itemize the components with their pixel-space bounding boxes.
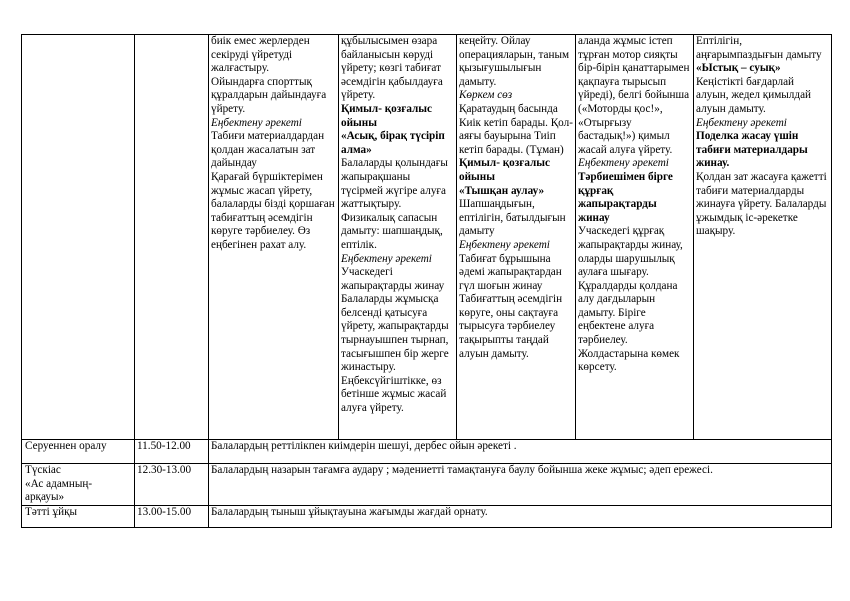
schedule-table <box>21 34 832 528</box>
row-description: Балалардың тыныш ұйықтауына жағымды жағдай орнату. <box>209 505 832 527</box>
row-description: Балалардың реттілікпен киімдерін шешуі, дербес ойын әрекеті . <box>209 440 832 464</box>
paragraph: биік емес жерлерден секіруді үйретуді жалғастыру. <box>211 35 310 75</box>
activity-title: Қимыл- қозғалыс ойыны <box>459 157 550 183</box>
paragraph: Қарағай бүршіктерімен жұмыс жасап үйрету, балаларды бізді қоршаған табиғаттың әсемдігін көруге тәрбиелеу. Өз еңбегінен рахат алу. <box>211 170 335 251</box>
thursday-cell <box>576 35 694 440</box>
row-time: 11.50-12.00 <box>135 440 209 464</box>
section-heading: Еңбектену әрекеті <box>578 157 669 170</box>
paragraph: Ойындарға спорттық құралдарын дайындауға үйрету. <box>211 75 327 115</box>
empty-cell <box>22 35 135 440</box>
paragraph: Жолдастарына көмек көрсету. <box>578 347 680 374</box>
activity-title: «Ыстық – суық» <box>696 62 781 75</box>
paragraph: Қолдан зат жасауға қажетті табиғи материалдарды жинауға үйрету. Балаларды ұжымдық іс-әрекетке шақыру. <box>696 170 827 238</box>
return-from-walk-row <box>22 440 832 464</box>
friday-cell <box>694 35 832 440</box>
section-heading: Көркем сөз <box>459 89 513 102</box>
activity-title: «Асық, бірақ түсіріп алма» <box>341 130 445 156</box>
paragraph: Кеңістікті бағдарлай алуын, жедел қимылдай алуын дамыту. <box>696 75 812 115</box>
paragraph: құбылысымен өзара байланысын көруді үйрету; көзгі табиғат әсемдігін қабылдауға үйрету. <box>341 35 443 102</box>
paragraph: Табиғи материалдардан қолдан жасалатын зат дайындау <box>211 130 325 170</box>
paragraph: Ептілігін, аңғарымпаздығын дамыту <box>696 35 822 61</box>
activity-title: Қимыл- қозғалыс ойыны <box>341 102 432 129</box>
row-label-line: арқауы» <box>25 491 65 504</box>
row-label: Серуеннен оралу <box>22 440 135 464</box>
paragraph: кеңейту. Ойлау операцияларын, таным қызығушылығын дамыту. <box>459 35 570 88</box>
paragraph: аланда жұмыс істеп тұрған мотор сияқты бір-бірін қанаттарымен қақпауға тырысып үйреді), белгі бойынша («Моторды қос!», «Отырғызу бастадық!») қимыл жасай алуға үйрету. <box>578 35 690 156</box>
paragraph: Қаратаудың басында Киік кетіп барады. Қол-аяғы бауырына Тиіп кетіп барады. (Тұман) <box>459 102 573 156</box>
activities-row <box>22 35 832 440</box>
section-heading: Еңбектену әрекеті <box>696 116 787 129</box>
section-heading: Еңбектену әрекеті <box>459 238 550 251</box>
nap-row <box>22 505 832 527</box>
paragraph: Құралдарды қолдана алу дағдыларын дамыту. Біріге еңбектене алуға тәрбиелеу. <box>578 279 678 347</box>
paragraph: Табиғаттың әсемдігін көруге, оны сақтауға тырысуға тәрбиелеу тақырыпты таңдай алуын дамыту. <box>459 293 563 360</box>
paragraph: Учаскедегі жапырақтарды жинау <box>341 266 445 292</box>
row-description: Балалардың назарын тағамға аудару ; мәдениетті тамақтануға баулу бойынша жеке жұмыс; әдеп ережесі. <box>209 464 832 506</box>
row-label <box>22 464 135 506</box>
section-heading: Еңбектену әрекеті <box>211 116 302 129</box>
monday-cell <box>209 35 339 440</box>
paragraph: Физикалық сапасын дамыту: шапшаңдық, ептілік. <box>341 211 443 251</box>
tuesday-cell <box>339 35 457 440</box>
activity-title: Поделка жасау үшін табиғи материалдары жинау. <box>696 130 808 170</box>
paragraph: Табиғат бұрышына әдемі жапырақтардан гүл шоғын жинау <box>459 252 562 292</box>
activity-title: «Тышқан аулау» <box>459 184 545 197</box>
paragraph: Балаларды жұмысқа белсенді қатысуға үйрету, жапырақтарды тырнауышпен тырнап, тасығышпен бір жерге жинастыру. <box>341 293 449 374</box>
row-label: Тәтті ұйқы <box>22 505 135 527</box>
wednesday-cell <box>457 35 576 440</box>
section-heading: Еңбектену әрекеті <box>341 252 432 265</box>
activity-title: Тәрбиешімен бірге құрғақ жапырақтарды жинау <box>578 170 673 224</box>
empty-cell <box>135 35 209 440</box>
lunch-row <box>22 464 832 506</box>
row-label-line: Түскіас <box>25 464 61 476</box>
row-label-line: «Ас адамның- <box>25 477 93 490</box>
paragraph: Шапшаңдығын, ептілігін, батылдығын дамыту <box>459 198 566 238</box>
row-time: 12.30-13.00 <box>135 464 209 506</box>
row-time: 13.00-15.00 <box>135 505 209 527</box>
paragraph: Балаларды қолындағы жапырақшаны түсірмей жүгіре алуға жаттықтыру. <box>341 157 448 211</box>
paragraph: Еңбексүйгіштікке, өз бетінше жұмыс жасай алуға үйрету. <box>341 374 447 415</box>
paragraph: Учаскедегі құрғақ жапырақтарды жинау, оларды шарушылық аулаға шығару. <box>578 225 683 279</box>
